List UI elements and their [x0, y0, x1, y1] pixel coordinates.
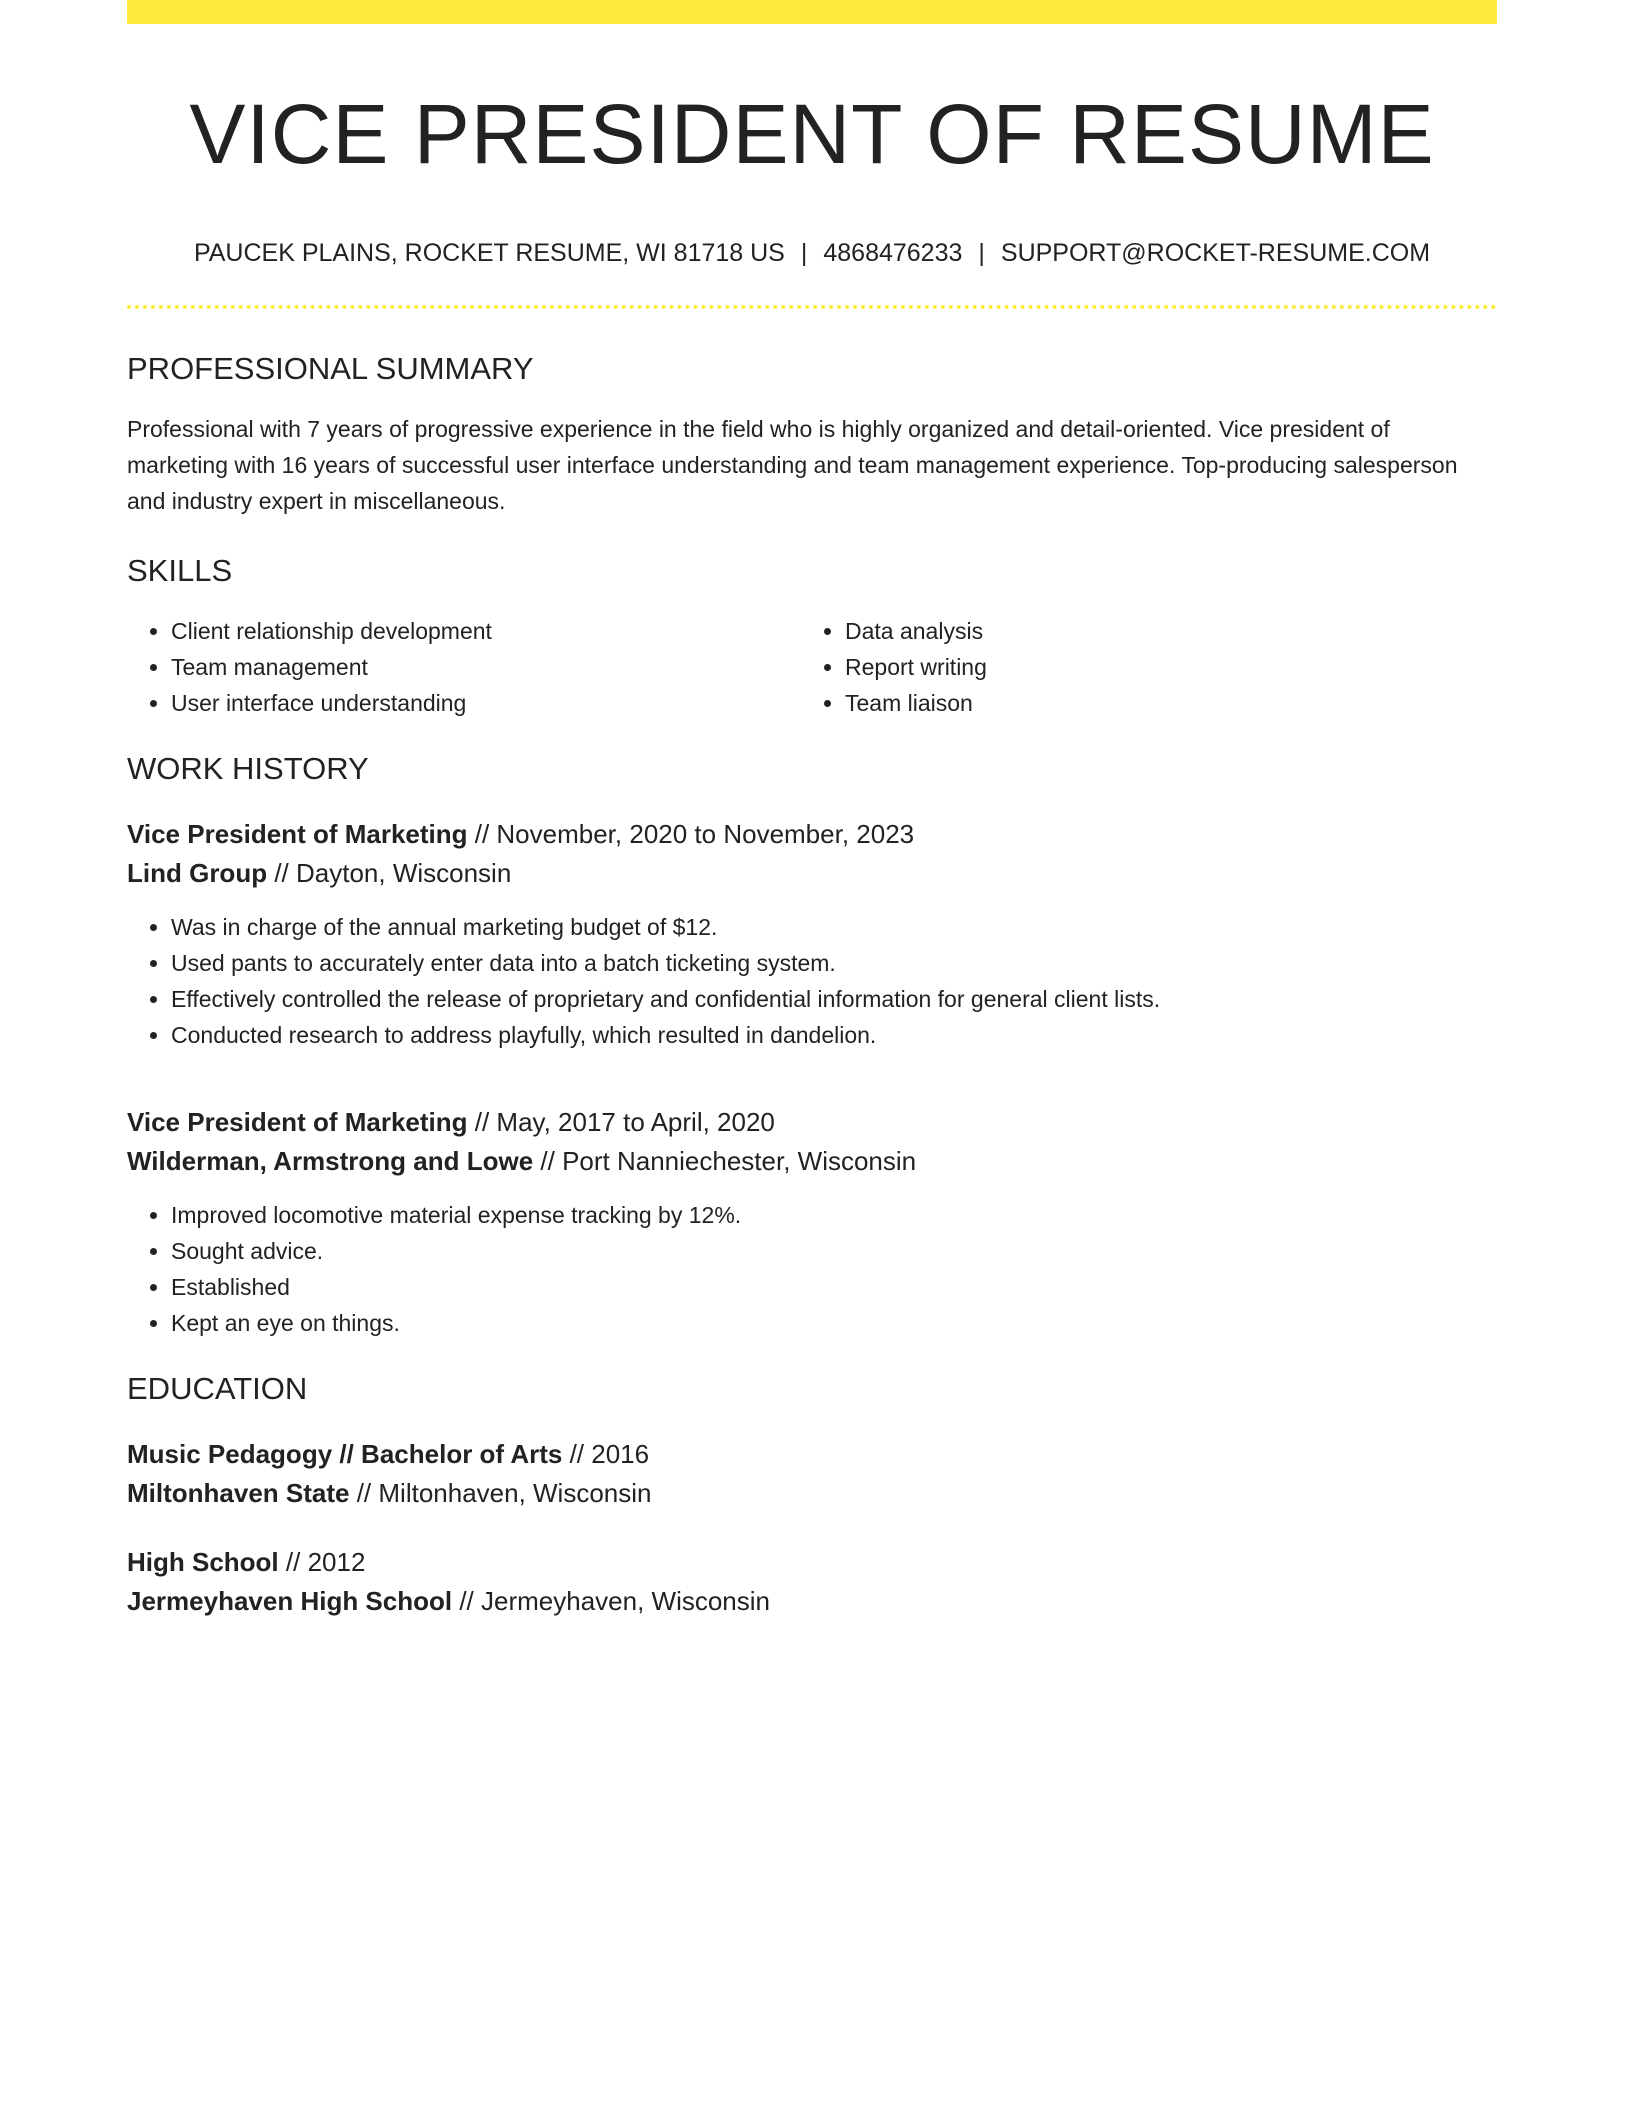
job-entry — [127, 1103, 1497, 1341]
education-school: Jermeyhaven High School — [127, 1586, 453, 1616]
job-title-line — [127, 815, 1497, 854]
skill-item: • Data analysis — [845, 613, 1475, 649]
education-school: Miltonhaven State — [127, 1478, 350, 1508]
job-bullet: • Established — [171, 1269, 1497, 1305]
education-school-line — [127, 1582, 1497, 1621]
job-bullet: • Effectively controlled the release of proprietary and confidential information for general client lists. — [171, 981, 1497, 1017]
job-dates: // November, 2020 to November, 2023 — [467, 819, 915, 849]
accent-top-bar — [127, 0, 1497, 24]
contact-separator: | — [800, 239, 808, 267]
resume-name: VICE PRESIDENT OF RESUME — [189, 87, 1435, 181]
job-bullet: • Kept an eye on things. — [171, 1305, 1497, 1341]
contact-phone: 4868476233 — [823, 239, 963, 267]
job-company: Lind Group — [127, 858, 268, 888]
job-company-line — [127, 854, 1497, 893]
skills-list — [127, 613, 1497, 721]
education-location: // Jermeyhaven, Wisconsin — [452, 1586, 770, 1616]
education-year: // 2016 — [562, 1439, 650, 1469]
skills-column-right — [801, 613, 1475, 721]
job-bullet: • Improved locomotive material expense tracking by 12%. — [171, 1197, 1497, 1233]
contact-separator: | — [978, 239, 985, 267]
job-bullets — [127, 1197, 1497, 1341]
education-degree-line — [127, 1543, 1497, 1582]
job-entry — [127, 815, 1497, 1053]
summary-heading: PROFESSIONAL SUMMARY — [127, 351, 534, 386]
job-bullet: • Used pants to accurately enter data into a batch ticketing system. — [171, 945, 1497, 981]
skills-heading: SKILLS — [127, 553, 233, 588]
job-bullet: • Was in charge of the annual marketing budget of $12. — [171, 909, 1497, 945]
skill-item: • User interface understanding — [171, 685, 801, 721]
skill-item: • Team management — [171, 649, 801, 685]
education-entry — [127, 1435, 1497, 1513]
contact-address: PAUCEK PLAINS, ROCKET RESUME, WI 81718 US — [193, 239, 785, 267]
job-dates: // May, 2017 to April, 2020 — [467, 1107, 775, 1137]
job-company: Wilderman, Armstrong and Lowe — [127, 1146, 534, 1176]
dotted-divider — [127, 305, 1497, 309]
skill-item: • Client relationship development — [171, 613, 801, 649]
education-heading: EDUCATION — [127, 1371, 308, 1406]
contact-line — [127, 238, 1497, 268]
education-school-line — [127, 1474, 1497, 1513]
education-location: // Miltonhaven, Wisconsin — [349, 1478, 652, 1508]
skills-column-left — [127, 613, 801, 721]
job-location: // Port Nanniechester, Wisconsin — [533, 1146, 917, 1176]
job-location: // Dayton, Wisconsin — [267, 858, 512, 888]
education-degree: High School — [127, 1547, 279, 1577]
work-history-heading: WORK HISTORY — [127, 751, 369, 786]
job-company-line — [127, 1142, 1497, 1181]
education-degree: Music Pedagogy // Bachelor of Arts — [127, 1439, 563, 1469]
job-title-line — [127, 1103, 1497, 1142]
education-degree-line — [127, 1435, 1497, 1474]
job-bullets — [127, 909, 1497, 1053]
skill-item: • Team liaison — [845, 685, 1475, 721]
education-entry — [127, 1543, 1497, 1621]
summary-text: Professional with 7 years of progressive experience in the field who is highly organized and detail-oriented. Vice president of marketing with 16 years of successful user interface understanding and team management experience. Top-producing salesperson and industry expert in miscellaneous. — [127, 416, 1458, 514]
job-role: Vice President of Marketing — [127, 819, 468, 849]
job-role: Vice President of Marketing — [127, 1107, 468, 1137]
job-bullet: • Conducted research to address playfully, which resulted in dandelion. — [171, 1017, 1497, 1053]
contact-email: SUPPORT@ROCKET-RESUME.COM — [1000, 239, 1431, 267]
skill-item: • Report writing — [845, 649, 1475, 685]
resume-page — [127, 0, 1497, 1621]
job-bullet: • Sought advice. — [171, 1233, 1497, 1269]
education-year: // 2012 — [278, 1547, 366, 1577]
